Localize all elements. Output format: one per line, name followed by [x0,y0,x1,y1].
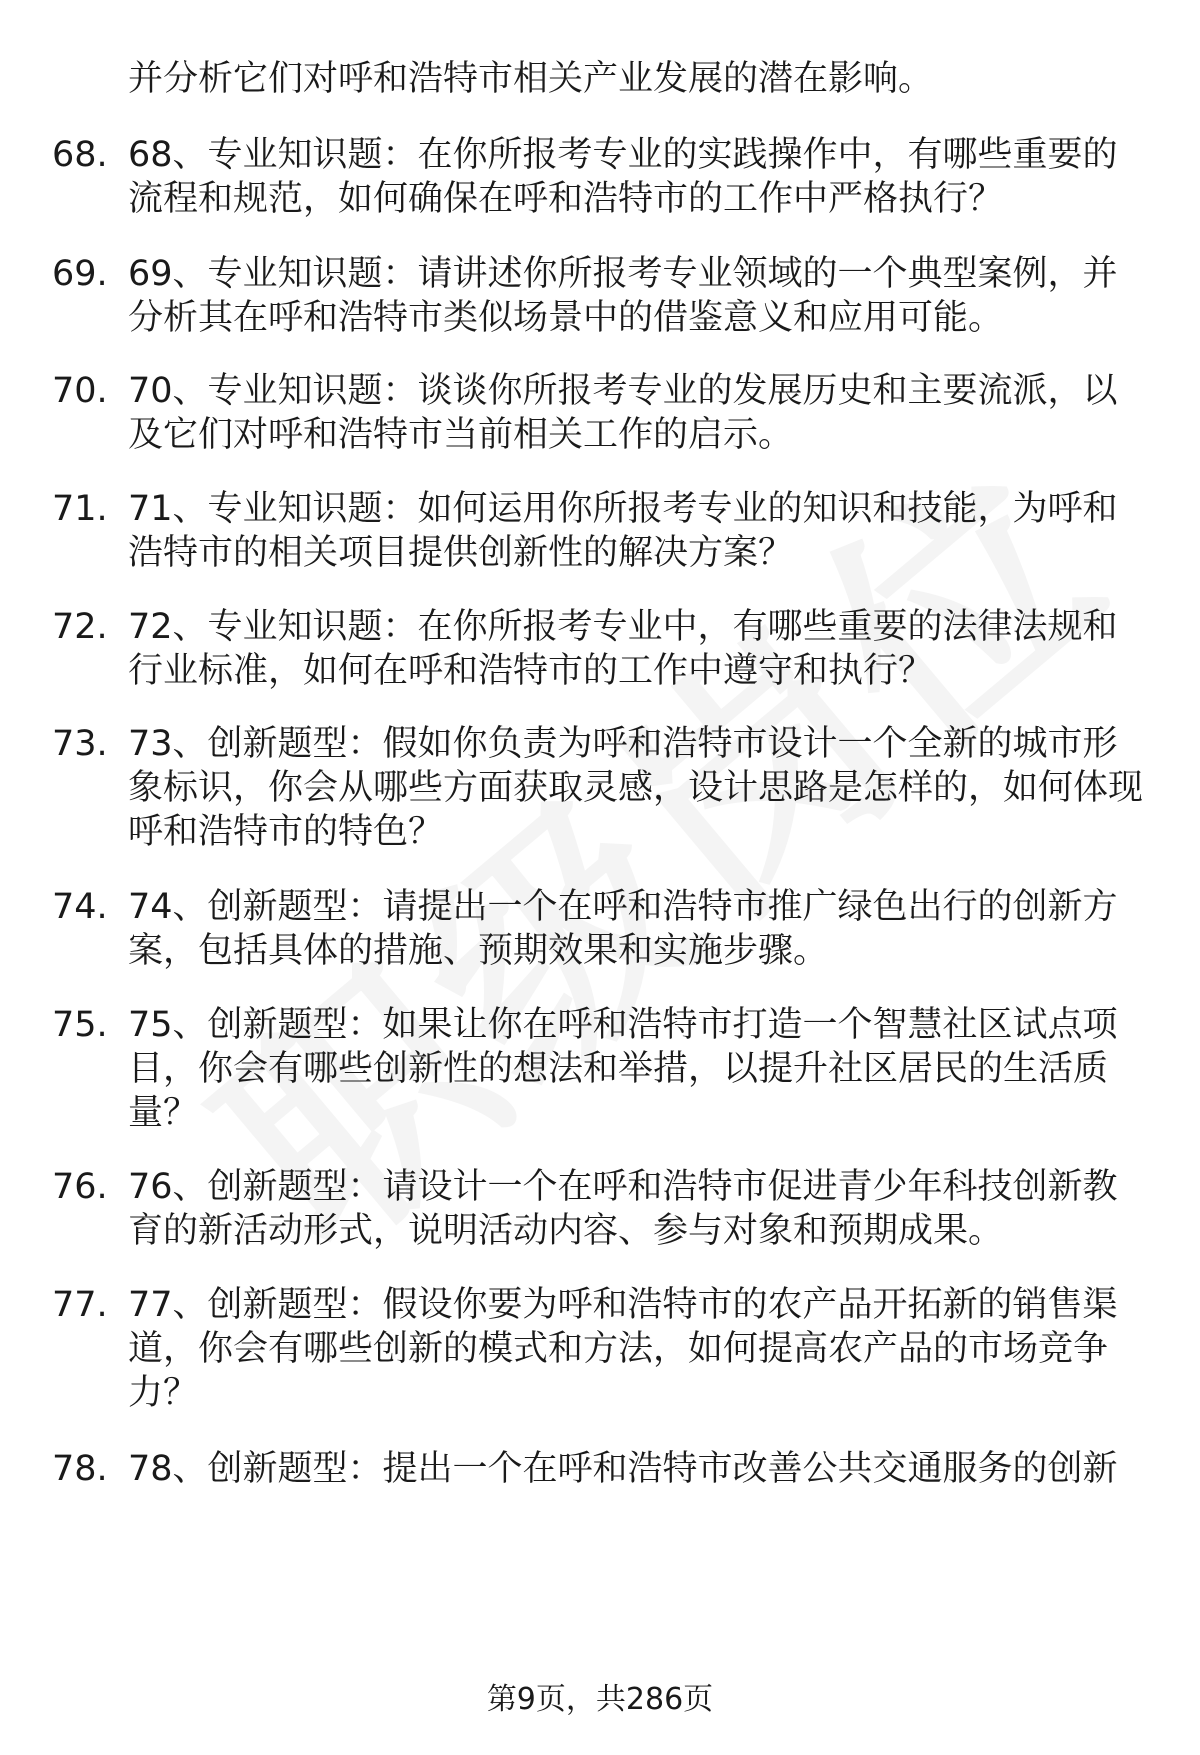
question-text: 71、专业知识题：如何运用你所报考专业的知识和技能，为呼和浩特市的相关项目提供创新性的解决方案？ [128,489,1118,573]
question-text: 76、创新题型：请设计一个在呼和浩特市促进青少年科技创新教育的新活动形式，说明活动内容、参与对象和预期成果。 [128,1167,1118,1251]
question-number: 69. [52,254,108,294]
question-number: 71. [52,489,108,529]
question-text: 75、创新题型：如果让你在呼和浩特市打造一个智慧社区试点项目，你会有哪些创新性的想法和举措，以提升社区居民的生活质量？ [128,1005,1118,1133]
question-number: 68. [52,135,108,175]
question-number: 76. [52,1167,108,1207]
question-text: 72、专业知识题：在你所报考专业中，有哪些重要的法律法规和行业标准，如何在呼和浩特市的工作中遵守和执行？ [128,607,1118,691]
page-footer: 第9页，共286页 [486,1682,714,1717]
question-number: 72. [52,607,108,647]
question-number: 73. [52,724,108,764]
question-text: 69、专业知识题：请讲述你所报考专业领域的一个典型案例，并分析其在呼和浩特市类似场景中的借鉴意义和应用可能。 [128,254,1118,338]
question-text: 78、创新题型：提出一个在呼和浩特市改善公共交通服务的创新 [128,1449,1118,1489]
question-number: 70. [52,371,108,411]
question-text: 68、专业知识题：在你所报考专业的实践操作中，有哪些重要的流程和规范，如何确保在呼和浩特市的工作中严格执行？ [128,135,1118,219]
continued-text: 并分析它们对呼和浩特市相关产业发展的潜在影响。 [128,59,934,99]
question-text: 74、创新题型：请提出一个在呼和浩特市推广绿色出行的创新方案，包括具体的措施、预期效果和实施步骤。 [128,887,1118,971]
question-text: 73、创新题型：假如你负责为呼和浩特市设计一个全新的城市形象标识，你会从哪些方面获取灵感，设计思路是怎样的，如何体现呼和浩特市的特色？ [128,724,1144,852]
question-text: 70、专业知识题：谈谈你所报考专业的发展历史和主要流派，以及它们对呼和浩特市当前相关工作的启示。 [128,371,1118,455]
question-number: 77. [52,1285,108,1325]
question-number: 78. [52,1449,108,1489]
question-number: 74. [52,887,108,927]
question-text: 77、创新题型：假设你要为呼和浩特市的农产品开拓新的销售渠道，你会有哪些创新的模式和方法，如何提高农产品的市场竞争力？ [128,1285,1118,1413]
question-number: 75. [52,1005,108,1045]
